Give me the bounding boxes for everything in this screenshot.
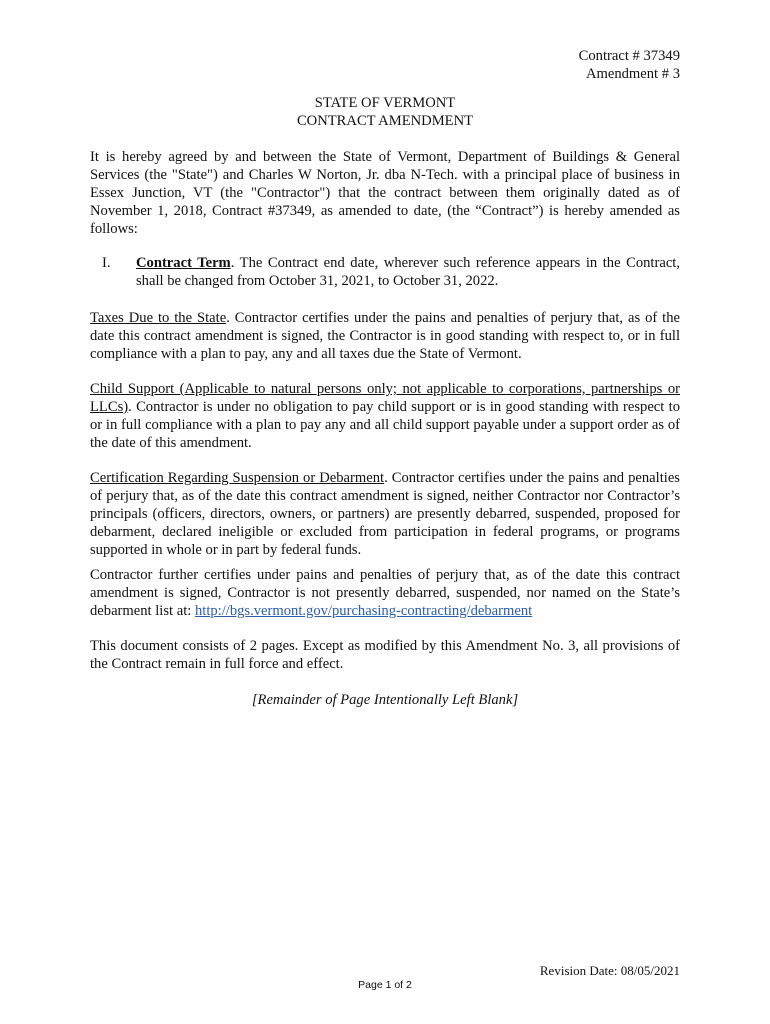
further-certification-paragraph (90, 566, 680, 620)
debarment-list-link[interactable]: http://bgs.vermont.gov/purchasing-contracting/debarment (194, 603, 533, 619)
revision-date: Revision Date: 08/05/2021 (539, 963, 680, 978)
section-contract-term (90, 254, 680, 290)
amendment-number: Amendment # 3 (585, 66, 680, 82)
document-title (0, 94, 770, 130)
certification-heading: Certification Regarding Suspension or Debarment (90, 470, 385, 486)
section-heading-period: . (230, 255, 235, 271)
section-number: I. (102, 255, 111, 271)
taxes-paragraph (90, 309, 680, 363)
child-support-paragraph (90, 380, 680, 452)
section-contract-term-body (136, 254, 680, 290)
certification-paragraph (90, 469, 680, 559)
contract-number: Contract # 37349 (578, 48, 680, 64)
title-line-state: STATE OF VERMONT (314, 95, 456, 111)
intro-paragraph: It is hereby agreed by and between the State of Vermont, Department of Buildings & General Services (the "State") and Charles W Norton, Jr. dba N-Tech. with a principal place of business in Essex Junction, VT (the "Contractor") that the contract between them originally dated as of November 1, 2018, Contract #37349, as amended to date, (the “Contract”) is hereby amended as follows: (90, 149, 680, 237)
remainder-note: [Remainder of Page Intentionally Left Blank] (251, 692, 519, 708)
page-number: Page 1 of 2 (358, 979, 412, 991)
section-text: The Contract end date, wherever such reference appears in the Contract, shall be changed from October 31, 2021, to October 31, 2022. (136, 255, 680, 289)
certification-text: . Contractor certifies under the pains and penalties of perjury that, as of the date this contract amendment is signed, neither Contractor nor Contractor’s principals (officers, directors, owners, or partners) are presently debarred, suspended, proposed for debarment, declared ineligible or excluded from participation in federal programs, or programs supported in whole or in part by federal funds. (90, 470, 680, 558)
taxes-heading: Taxes Due to the State (90, 310, 227, 326)
taxes-text: . Contractor certifies under the pains and penalties of perjury that, as of the date this contract amendment is signed, the Contractor is in good standing with respect to, or in full compliance with a plan to pay, any and all taxes due the State of Vermont. (90, 310, 680, 362)
closing-paragraph: This document consists of 2 pages. Except as modified by this Amendment No. 3, all provisions of the Contract remain in full force and effect. (90, 638, 680, 672)
title-line-amendment: CONTRACT AMENDMENT (296, 113, 474, 129)
further-text: Contractor further certifies under pains and penalties of perjury that, as of the date this contract amendment is signed, Contractor is not presently debarred, suspended, nor named on the State’s debarment list at: (90, 567, 680, 619)
contract-header (579, 47, 680, 83)
child-support-heading: Child Support (Applicable to natural persons only; not applicable to corporations, partnerships or LLCs) (90, 381, 680, 415)
section-heading: Contract Term (136, 255, 231, 271)
child-support-text: . Contractor is under no obligation to pay child support or is in good standing with respect to or in full compliance with a plan to pay any and all child support payable under a support order as of the date of this amendment. (90, 399, 680, 451)
